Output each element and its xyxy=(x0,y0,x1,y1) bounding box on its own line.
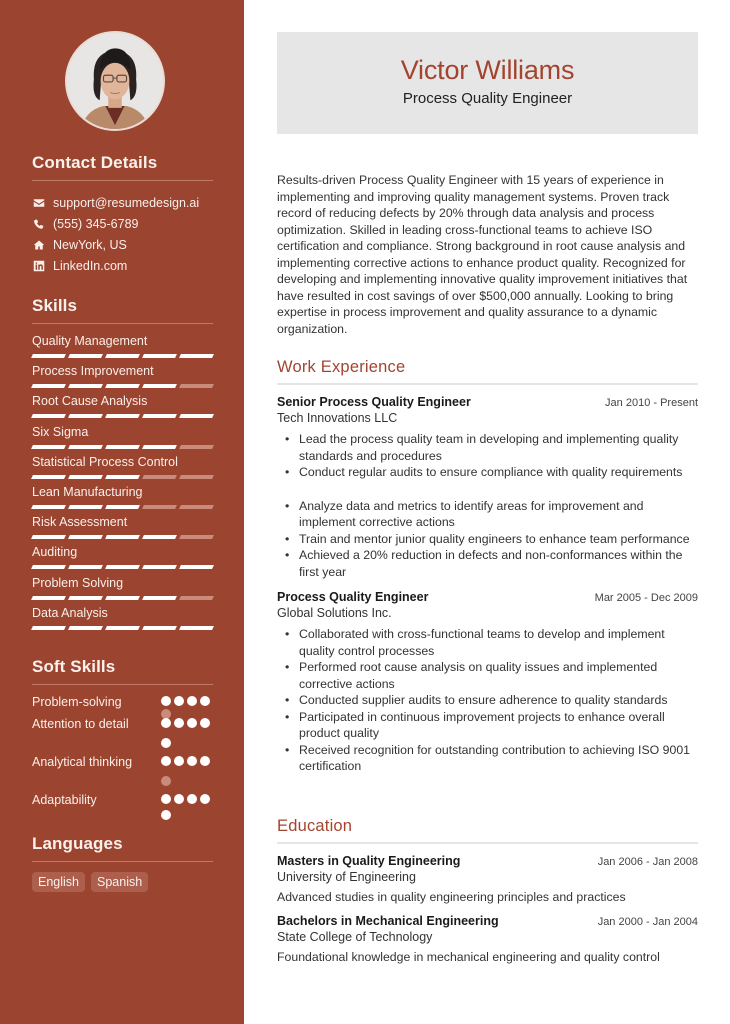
phone-icon xyxy=(32,217,45,230)
level-segment xyxy=(142,414,177,418)
skill-level-bar xyxy=(32,384,213,389)
job-header xyxy=(277,590,698,604)
education-list xyxy=(277,854,698,964)
skill-item xyxy=(32,602,213,632)
education-entry xyxy=(277,914,698,964)
linkedin-icon xyxy=(32,259,45,272)
divider xyxy=(277,842,698,844)
rating-dot xyxy=(200,794,210,804)
level-segment xyxy=(31,626,66,630)
skill-item xyxy=(32,330,213,360)
job-bullet: • Participated in continuous improvement projects to enhance overall product quality xyxy=(277,709,698,742)
level-segment xyxy=(179,596,214,600)
rating-dot xyxy=(161,696,171,706)
languages-heading: Languages xyxy=(32,834,123,853)
level-segment xyxy=(31,445,66,449)
header xyxy=(277,32,698,134)
profile-photo xyxy=(65,31,165,131)
level-segment xyxy=(142,384,177,388)
education-heading: Education xyxy=(277,817,353,835)
level-segment xyxy=(68,565,103,569)
contact-heading: Contact Details xyxy=(32,153,158,172)
job-company: Tech Innovations LLC xyxy=(277,411,398,425)
job-title: Process Quality Engineer xyxy=(402,90,573,107)
job-dates: Mar 2005 - Dec 2009 xyxy=(594,592,698,604)
school: University of Engineering xyxy=(277,870,416,884)
contact-email[interactable] xyxy=(32,192,213,213)
level-segment xyxy=(68,445,103,449)
rating-dot xyxy=(174,756,184,766)
soft-skill-item xyxy=(32,694,213,716)
skill-item xyxy=(32,541,213,571)
level-segment xyxy=(179,354,214,358)
skills-heading: Skills xyxy=(32,296,78,315)
level-segment xyxy=(68,354,103,358)
level-segment xyxy=(105,354,140,358)
level-segment xyxy=(142,475,177,479)
job-bullet: • Train and mentor junior quality engineers to enhance team performance xyxy=(277,531,698,548)
level-segment xyxy=(68,535,103,539)
skill-name: Lean Manufacturing xyxy=(32,484,143,499)
contact-phone[interactable] xyxy=(32,213,213,234)
rating-dot xyxy=(187,794,197,804)
level-segment xyxy=(31,565,66,569)
candidate-name: Victor Williams xyxy=(400,55,575,85)
skill-name: Statistical Process Control xyxy=(32,454,178,469)
job-dates: Jan 2010 - Present xyxy=(605,397,698,409)
level-segment xyxy=(179,505,214,509)
rating-dot xyxy=(161,794,171,804)
skill-item xyxy=(32,360,213,390)
email-text: support@resumedesign.ai xyxy=(53,195,200,210)
level-segment xyxy=(179,565,214,569)
contact-list xyxy=(32,192,213,276)
level-segment xyxy=(31,354,66,358)
soft-skill-rating xyxy=(161,716,213,754)
level-segment xyxy=(105,384,140,388)
level-segment xyxy=(142,535,177,539)
level-segment xyxy=(105,565,140,569)
soft-skill-name: Problem-solving xyxy=(32,695,122,709)
level-segment xyxy=(68,626,103,630)
skill-name: Data Analysis xyxy=(32,605,108,620)
skill-item xyxy=(32,481,213,511)
sidebar xyxy=(0,0,244,1024)
degree: Bachelors in Mechanical Engineering xyxy=(277,914,499,928)
job-bullet: • Received recognition for outstanding contribution to achieving ISO 9001 certification xyxy=(277,742,698,775)
soft-skill-name: Analytical thinking xyxy=(32,755,133,769)
divider xyxy=(32,684,213,685)
bullet-spacer xyxy=(277,481,698,498)
level-segment xyxy=(105,505,140,509)
skill-level-bar xyxy=(32,475,213,480)
education-header xyxy=(277,854,698,868)
level-segment xyxy=(179,445,214,449)
degree: Masters in Quality Engineering xyxy=(277,854,461,868)
job-entry xyxy=(277,590,698,775)
skill-name: Quality Management xyxy=(32,334,148,348)
skill-level-bar xyxy=(32,505,213,510)
skill-item xyxy=(32,451,213,481)
job-role: Senior Process Quality Engineer xyxy=(277,395,471,409)
level-segment xyxy=(142,354,177,358)
level-segment xyxy=(179,475,214,479)
divider xyxy=(32,861,213,862)
job-bullet: • Collaborated with cross-functional teams to develop and implement quality control processes xyxy=(277,626,698,659)
rating-dot xyxy=(187,718,197,728)
job-bullet: • Performed root cause analysis on quality issues and implemented corrective actions xyxy=(277,659,698,692)
soft-skill-item xyxy=(32,716,213,754)
education-section xyxy=(277,817,698,964)
divider xyxy=(32,180,213,181)
level-segment xyxy=(105,596,140,600)
language-tag: Spanish xyxy=(91,872,148,892)
level-segment xyxy=(105,535,140,539)
job-bullet: • Analyze data and metrics to identify areas for improvement and implement corrective actions xyxy=(277,498,698,531)
level-segment xyxy=(179,535,214,539)
job-list xyxy=(277,395,698,775)
skill-name: Six Sigma xyxy=(32,424,89,439)
job-bullets xyxy=(277,626,698,775)
linkedin-text: LinkedIn.com xyxy=(53,258,128,273)
skills-section xyxy=(32,296,213,632)
languages-section xyxy=(32,834,213,892)
skill-item xyxy=(32,511,213,541)
skills-list xyxy=(32,330,213,632)
home-icon xyxy=(32,238,45,251)
skill-level-bar xyxy=(32,445,213,450)
skill-level-bar xyxy=(32,565,213,570)
level-segment xyxy=(105,445,140,449)
level-segment xyxy=(105,626,140,630)
experience-heading: Work Experience xyxy=(277,358,406,376)
level-segment xyxy=(179,626,214,630)
summary: Results-driven Process Quality Engineer with 15 years of experience in implementing and improving quality management systems. Proven track record of reducing defects by 20% through data analysis and process optimization. Skilled in leading cross-functional teams to achieve ISO certification and compliance. Strong background in root cause analysis and implementing corrective actions to enhance product quality. Recognized for developing and implementing innovative quality improvement initiatives that have resulted in cost savings of over $500,000 annually. Looking to bring expertise in process improvement and quality assurance to a dynamic organization. xyxy=(277,173,688,336)
language-tag: English xyxy=(32,872,85,892)
experience-section xyxy=(277,358,698,775)
skill-name: Process Improvement xyxy=(32,364,154,379)
job-role: Process Quality Engineer xyxy=(277,590,429,604)
skill-item xyxy=(32,572,213,602)
job-bullet: • Achieved a 20% reduction in defects and non-conformances within the first year xyxy=(277,547,698,580)
job-company: Global Solutions Inc. xyxy=(277,606,392,620)
rating-dot xyxy=(161,776,171,786)
skill-item xyxy=(32,421,213,451)
education-dates: Jan 2000 - Jan 2004 xyxy=(597,916,698,928)
job-entry xyxy=(277,395,698,580)
skill-name: Problem Solving xyxy=(32,575,124,590)
level-segment xyxy=(31,505,66,509)
rating-dot xyxy=(161,738,171,748)
soft-skill-item xyxy=(32,792,213,822)
languages-list xyxy=(32,872,213,892)
rating-dot xyxy=(200,718,210,728)
level-segment xyxy=(68,384,103,388)
skill-level-bar xyxy=(32,414,213,419)
level-segment xyxy=(142,505,177,509)
soft-skill-item xyxy=(32,754,213,792)
rating-dot xyxy=(174,794,184,804)
education-description: Foundational knowledge in mechanical engineering and quality control xyxy=(277,950,660,964)
level-segment xyxy=(31,475,66,479)
level-segment xyxy=(142,626,177,630)
level-segment xyxy=(31,535,66,539)
education-header xyxy=(277,914,698,928)
level-segment xyxy=(68,414,103,418)
level-segment xyxy=(179,414,214,418)
rating-dot xyxy=(161,756,171,766)
soft-skill-rating xyxy=(161,754,213,792)
education-description: Advanced studies in quality engineering principles and practices xyxy=(277,890,626,904)
contact-linkedin[interactable] xyxy=(32,255,213,276)
job-bullet: • Lead the process quality team in developing and implementing quality standards and procedures xyxy=(277,431,698,464)
location-text: NewYork, US xyxy=(53,237,127,252)
skill-name: Auditing xyxy=(32,545,78,560)
skill-level-bar xyxy=(32,354,213,359)
level-segment xyxy=(31,414,66,418)
soft-skill-rating xyxy=(161,694,213,716)
level-segment xyxy=(105,475,140,479)
rating-dot xyxy=(200,696,210,706)
rating-dot xyxy=(200,756,210,766)
soft-skill-name: Attention to detail xyxy=(32,717,129,731)
contact-section xyxy=(32,153,213,276)
level-segment xyxy=(68,596,103,600)
level-segment xyxy=(31,384,66,388)
rating-dot xyxy=(161,718,171,728)
contact-location xyxy=(32,234,213,255)
education-entry xyxy=(277,854,698,904)
divider xyxy=(277,383,698,385)
level-segment xyxy=(31,596,66,600)
job-header xyxy=(277,395,698,409)
soft-skills-heading: Soft Skills xyxy=(32,657,116,676)
level-segment xyxy=(179,384,214,388)
skill-level-bar xyxy=(32,626,213,631)
phone-text: (555) 345-6789 xyxy=(53,216,139,231)
education-dates: Jan 2006 - Jan 2008 xyxy=(597,856,698,868)
rating-dot xyxy=(187,696,197,706)
level-segment xyxy=(142,565,177,569)
skill-level-bar xyxy=(32,596,213,601)
envelope-icon xyxy=(32,196,45,209)
skill-item xyxy=(32,390,213,420)
level-segment xyxy=(105,414,140,418)
level-segment xyxy=(68,505,103,509)
job-bullets xyxy=(277,431,698,580)
soft-skills-section xyxy=(32,657,213,822)
person-photo-icon xyxy=(67,33,163,129)
soft-skills-list xyxy=(32,694,213,822)
skill-name: Risk Assessment xyxy=(32,515,128,530)
soft-skill-rating xyxy=(161,792,213,822)
level-segment xyxy=(142,596,177,600)
skill-level-bar xyxy=(32,535,213,540)
level-segment xyxy=(142,445,177,449)
rating-dot xyxy=(174,718,184,728)
school: State College of Technology xyxy=(277,930,433,944)
job-bullet: • Conduct regular audits to ensure compliance with quality requirements xyxy=(277,464,698,481)
rating-dot xyxy=(161,810,171,820)
rating-dot xyxy=(174,696,184,706)
rating-dot xyxy=(187,756,197,766)
skill-name: Root Cause Analysis xyxy=(32,394,148,409)
job-bullet: • Conducted supplier audits to ensure adherence to quality standards xyxy=(277,692,698,709)
soft-skill-name: Adaptability xyxy=(32,793,97,807)
divider xyxy=(32,323,213,324)
level-segment xyxy=(68,475,103,479)
